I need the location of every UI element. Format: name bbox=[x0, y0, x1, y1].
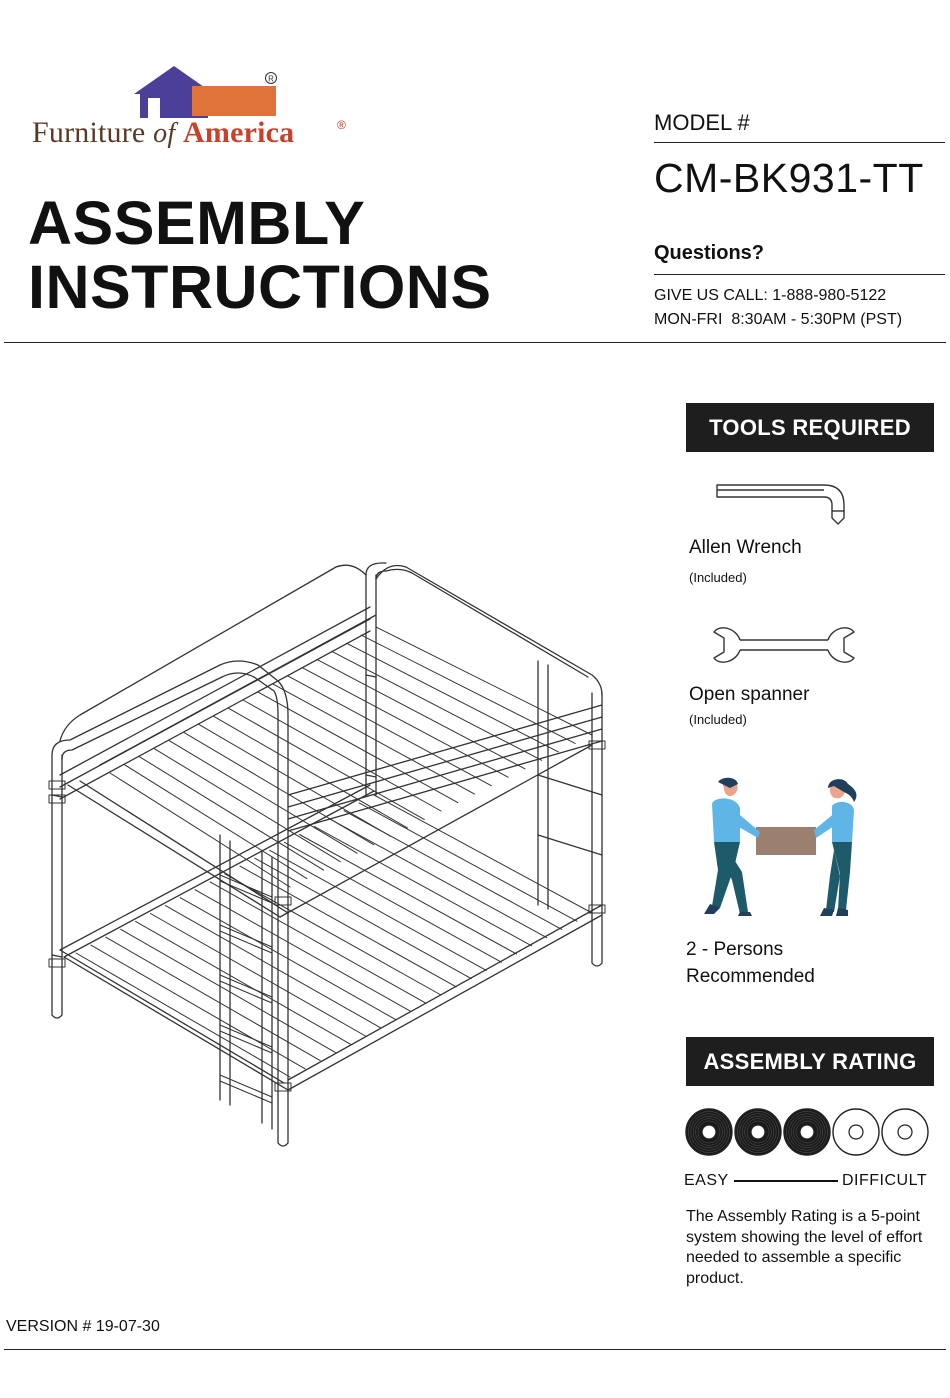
rating-dot-3 bbox=[784, 1109, 830, 1155]
bunk-bed-illustration bbox=[40, 545, 620, 1155]
page-title-line2: INSTRUCTIONS bbox=[28, 253, 492, 321]
phone-contact: GIVE US CALL: 1-888-980-5122 bbox=[654, 287, 887, 304]
rating-scale-line bbox=[734, 1180, 838, 1182]
rating-dot-2 bbox=[735, 1109, 781, 1155]
tool-open-spanner-label: Open spanner bbox=[689, 684, 810, 705]
rating-difficult-label: DIFFICULT bbox=[842, 1172, 928, 1189]
header-divider bbox=[4, 342, 946, 343]
svg-text:R: R bbox=[268, 74, 274, 84]
tool-open-spanner-note: (Included) bbox=[689, 712, 747, 727]
brand-logo-text: Furniture of America bbox=[32, 116, 295, 149]
tool-allen-wrench-note: (Included) bbox=[689, 570, 747, 585]
footer-divider bbox=[4, 1349, 946, 1350]
questions-heading: Questions? bbox=[654, 242, 765, 264]
tool-allen-wrench-label: Allen Wrench bbox=[689, 537, 802, 558]
rating-easy-label: EASY bbox=[684, 1172, 729, 1189]
allen-wrench-icon bbox=[712, 478, 852, 528]
persons-recommended-label: Recommended bbox=[686, 966, 815, 987]
rating-dot-5 bbox=[882, 1109, 928, 1155]
tools-required-banner: TOOLS REQUIRED bbox=[686, 403, 934, 452]
registered-mark: ® bbox=[337, 118, 346, 132]
persons-count-label: 2 - Persons bbox=[686, 939, 784, 960]
open-spanner-icon bbox=[710, 622, 858, 668]
rating-dot-1 bbox=[686, 1109, 732, 1155]
version-label: VERSION # 19-07-30 bbox=[6, 1318, 160, 1335]
logo-icon bbox=[130, 62, 290, 124]
model-label: MODEL # bbox=[654, 110, 750, 135]
divider bbox=[654, 142, 945, 143]
page-title-line1: ASSEMBLY bbox=[28, 189, 366, 257]
rating-dot-4 bbox=[833, 1109, 879, 1155]
rating-description: The Assembly Rating is a 5-point system showing the level of effort needed to assemble a specific product. bbox=[686, 1208, 923, 1287]
business-hours: MON-FRI 8:30AM - 5:30PM (PST) bbox=[654, 311, 903, 328]
divider bbox=[654, 274, 945, 275]
assembly-rating-banner: ASSEMBLY RATING bbox=[686, 1037, 934, 1086]
assembly-rating-scale bbox=[684, 1106, 934, 1158]
two-persons-icon bbox=[684, 776, 880, 924]
model-number: CM-BK931-TT bbox=[654, 155, 924, 201]
